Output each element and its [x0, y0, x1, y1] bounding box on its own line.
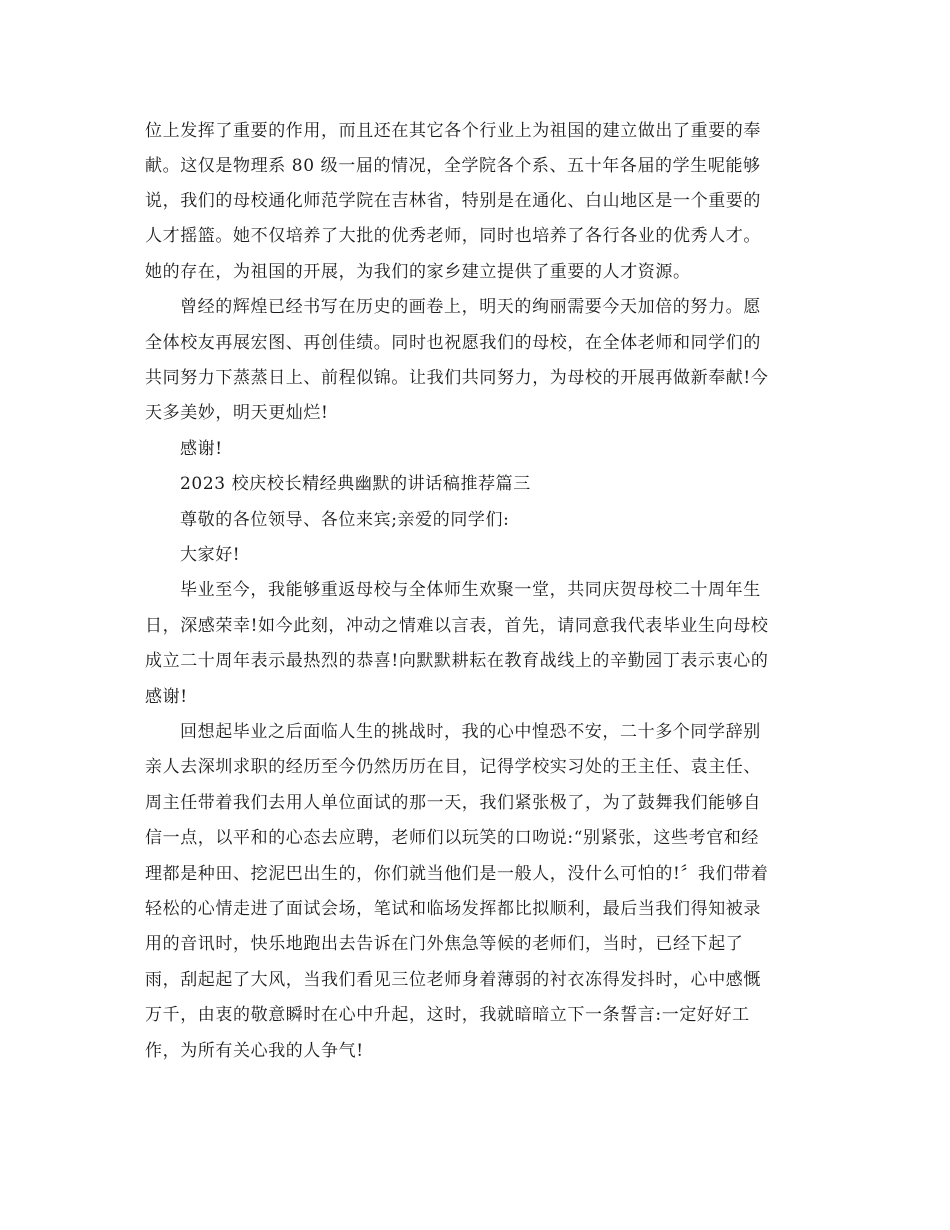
text-line: 位上发挥了重要的作用，而且还在其它各个行业上为祖国的建立做出了重要的奉 — [145, 121, 761, 141]
text-line: 说，我们的母校通化师范学院在吉林省，特别是在通化、白山地区是一个重要的 — [145, 191, 761, 211]
text-line: 回想起毕业之后面临人生的挑战时，我的心中惶恐不安，二十多个同学辞别 — [180, 722, 761, 742]
text-line: 大家好! — [180, 545, 241, 565]
text-line: 轻松的心情走进了面试会场，笔试和临场发挥都比拟顺利，最后当我们得知被录 — [145, 899, 761, 919]
section-heading: 2023 校庆校长精经典幽默的讲话稿推荐篇三 — [180, 474, 531, 494]
text-line: 尊敬的各位领导、各位来宾;亲爱的同学们: — [180, 510, 510, 530]
text-line: 成立二十周年表示最热烈的恭喜!向默默耕耘在教育战线上的辛勤园丁表示衷心的 — [145, 651, 769, 671]
text-line: 曾经的辉煌已经书写在历史的画卷上，明天的绚丽需要今天加倍的努力。愿 — [180, 297, 761, 317]
text-line: 用的音讯时，快乐地跑出去告诉在门外焦急等候的老师们，当时，已经下起了 — [145, 934, 744, 954]
text-line: 天多美妙，明天更灿烂! — [145, 403, 329, 423]
text-line: 感谢! — [145, 687, 188, 707]
text-line: 毕业至今，我能够重返母校与全体师生欢聚一堂，共同庆贺母校二十周年生 — [180, 580, 761, 600]
text-line: 万千，由衷的敬意瞬时在心中升起，这时，我就暗暗立下一条誓言:一定好好工 — [145, 1005, 750, 1025]
text-line: 周主任带着我们去用人单位面试的那一天，我们紧张极了，为了鼓舞我们能够自 — [145, 793, 761, 813]
text-line: 人才摇篮。她不仅培养了大批的优秀老师，同时也培养了各行各业的优秀人才。 — [145, 226, 761, 246]
text-line: 理都是种田、挖泥巴出生的，你们就当他们是一般人，没什么可怕的!〞我们带着 — [145, 864, 769, 884]
text-line: 作，为所有关心我的人争气! — [145, 1041, 364, 1061]
text-line: 感谢! — [180, 439, 223, 459]
text-line: 亲人去深圳求职的经历至今仍然历历在目，记得学校实习处的王主任、袁主任、 — [145, 757, 761, 777]
text-line: 共同努力下蒸蒸日上、前程似锦。让我们共同努力，为母校的开展再做新奉献!今 — [145, 368, 769, 388]
text-line: 全体校友再展宏图、再创佳绩。同时也祝愿我们的母校，在全体老师和同学们的 — [145, 333, 761, 353]
text-line: 她的存在，为祖国的开展，为我们的家乡建立提供了重要的人才资源。 — [145, 262, 691, 282]
text-line: 信一点，以平和的心态去应聘，老师们以玩笑的口吻说:“别紧张，这些考官和经 — [145, 828, 760, 848]
text-line: 献。这仅是物理系 80 级一届的情况，全学院各个系、五十年各届的学生呢能够 — [145, 156, 761, 176]
text-line: 日，深感荣幸!如今此刻，冲动之情难以言表，首先，请同意我代表毕业生向母校 — [145, 616, 769, 636]
text-line: 雨，刮起起了大风，当我们看见三位老师身着薄弱的衬衣冻得发抖时，心中感慨 — [145, 970, 761, 990]
